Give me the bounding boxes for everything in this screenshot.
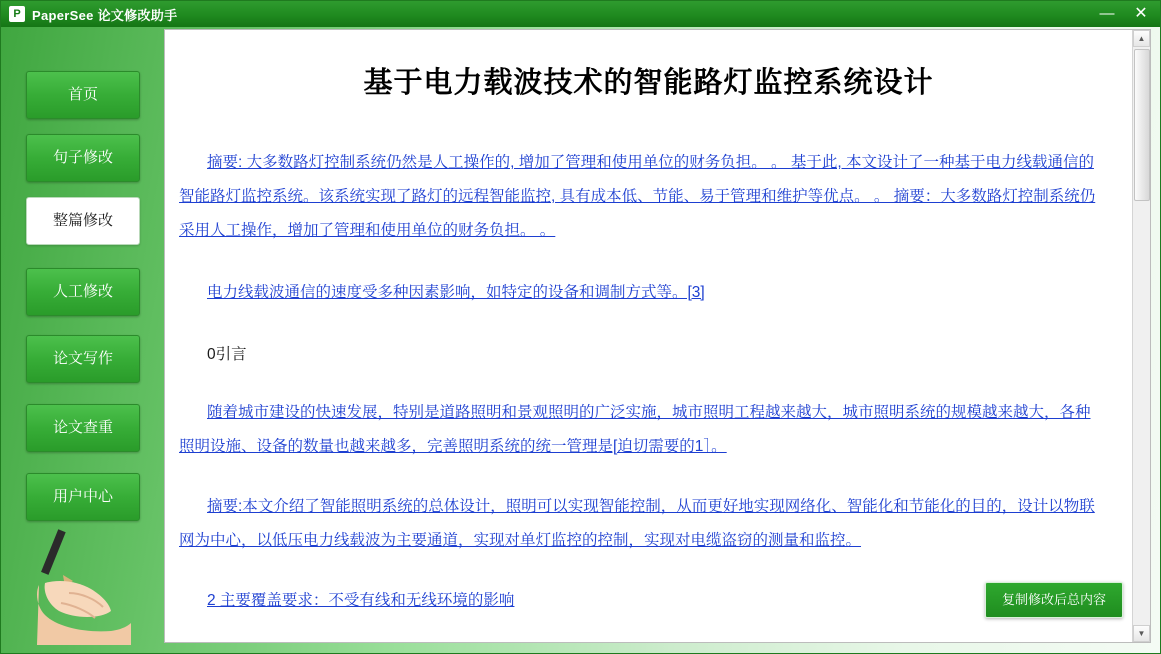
paragraph-text: 摘要:本文介绍了智能照明系统的总体设计，照明可以实现智能控制，从而更好地实现网络化、智能化和节能化的目的，设计以物联网为中心，以低压电力线载波为主要通道，实现对单灯监控的控制，实现对电缆盗窃的测量和监控。 — [179, 498, 1095, 549]
scrollbar-thumb[interactable] — [1134, 49, 1150, 201]
close-icon[interactable]: ✕ — [1134, 5, 1148, 22]
scroll-down-arrow-icon[interactable]: ▼ — [1133, 625, 1150, 642]
vertical-scrollbar[interactable] — [1132, 30, 1150, 642]
document-viewer[interactable] — [165, 30, 1132, 642]
content-panel — [164, 29, 1151, 643]
paragraph-text: 随着城市建设的快速发展，特别是道路照明和景观照明的广泛实施，城市照明工程越来越大，城市照明系统的规模越来越大，各种照明设施、设备的数量也越来越多，完善照明系统的统一管理是[迫切需要的1］。 — [179, 404, 1091, 455]
sidebar-item-plagiarism-check[interactable]: 论文查重 — [26, 404, 140, 452]
minimize-icon[interactable]: — — [1099, 5, 1115, 22]
sidebar-item-manual-edit[interactable]: 人工修改 — [26, 268, 140, 316]
sidebar-item-user-center[interactable]: 用户中心 — [26, 473, 140, 521]
paragraph-abstract — [165, 146, 1132, 248]
page-title: 基于电力载波技术的智能路灯监控系统设计 — [363, 67, 934, 99]
window-controls — [1090, 1, 1158, 27]
title-bar — [1, 1, 1161, 27]
paragraph-intro — [165, 396, 1132, 464]
paragraph-section-heading — [165, 338, 1132, 372]
scroll-up-arrow-icon[interactable]: ▲ — [1133, 30, 1150, 47]
hand-with-pen-icon — [15, 523, 155, 653]
paragraph-design-summary — [165, 490, 1132, 558]
copy-revised-content-button[interactable]: 复制修改后总内容 — [985, 582, 1123, 618]
paragraph-text: 2 主要覆盖要求：不受有线和无线环境的影响 — [207, 592, 515, 609]
window-title: PaperSee 论文修改助手 — [32, 7, 178, 23]
sidebar-item-home[interactable]: 首页 — [26, 71, 140, 119]
sidebar-item-sentence-edit[interactable]: 句子修改 — [26, 134, 140, 182]
sidebar — [1, 27, 164, 654]
sidebar-item-full-text-edit[interactable]: 整篇修改 — [26, 197, 140, 245]
paragraph-text: 0引言 — [207, 346, 247, 363]
paragraph-text: 电力线载波通信的速度受多种因素影响，如特定的设备和调制方式等。[3] — [207, 284, 705, 301]
paragraph-powerline-speed — [165, 276, 1132, 310]
app-logo-icon: P — [9, 6, 25, 22]
paragraph-text: 摘要: 大多数路灯控制系统仍然是人工操作的, 增加了管理和使用单位的财务负担。 。 基于此, 本文设计了一种基于电力线载通信的智能路灯监控系统。该系统实现了路灯的远程智能监控, 具有成本低、节能、易于管理和维护等优点。 。 摘要：大多数路灯控制系统仍采用人工操作，增加了管理和使用单位的财务负担。 。 — [179, 154, 1096, 239]
sidebar-item-paper-writing[interactable]: 论文写作 — [26, 335, 140, 383]
